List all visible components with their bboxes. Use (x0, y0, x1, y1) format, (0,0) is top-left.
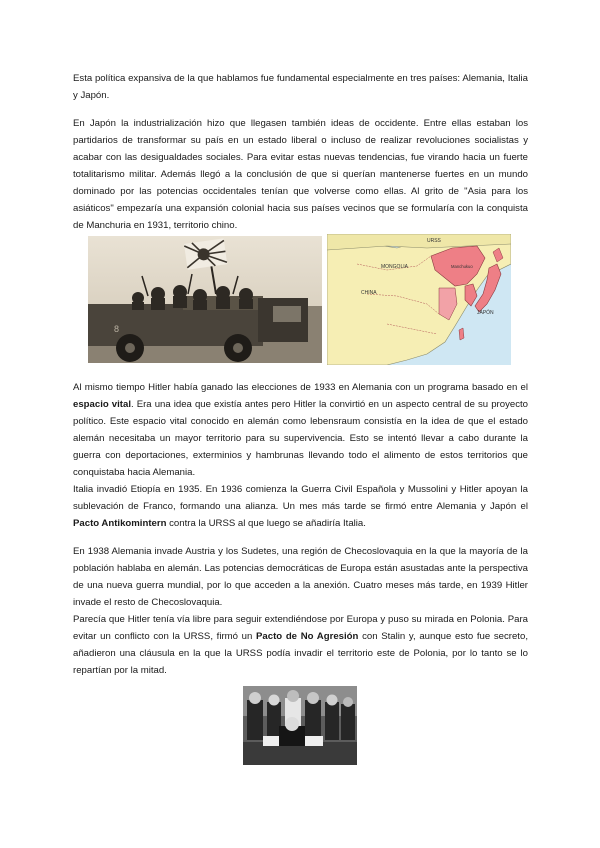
bold-term-pacto-antikomintern: Pacto Antikomintern (73, 518, 167, 529)
paragraph-1938: En 1938 Alemania invade Austria y los Sudetes, una región de Checoslovaquia en la que la mayoría de la población hablaba en alemán. Las potencias democráticas de Europa están asustadas ante la perspectiva de una nueva guerra mundial, por lo que acceden a la anexión. Cuatro meses más tarde, en 1939 Hitler invade el resto de Checoslovaquia. (73, 546, 528, 608)
paragraph-japan: En Japón la industrialización hizo que llegasen también ideas de occidente. Entre ellas estaban los partidarios de transformar su país en un estado liberal o incluso de realizar revoluciones socialistas y acabar con las desigualdades sociales. Para evitar estas nuevas tendencias, fue virando hacia un fuerte totalitarismo militar. Además llegó a la conclusión de que si querían mantenerse fuertes en un mundo dominado por las potencias occidentales tenían que volverse como ellas. Al grito de "Asia para los asiáticos" empezaría una expansión colonial hacia sus países vecinos que se formularía con la conquista de Manchuria en 1931, territorio chino. (73, 118, 528, 231)
map-label-manchukuo: Manchukuo (451, 264, 473, 269)
paragraph-italy (73, 481, 528, 532)
map-label-mongolia: MONGOLIA (381, 264, 408, 270)
text-segment: Parecía que Hitler tenía vía libre para seguir extendiéndose por Europa y puso su mirada en Polonia. Para evitar un conflicto con la URSS, firmó un (73, 614, 528, 642)
east-asia-map-icon (327, 234, 511, 365)
text-segment: Al mismo tiempo Hitler había ganado las elecciones de 1933 en Alemania con un programa basado en el (73, 382, 528, 393)
map-label-urss: URSS (427, 238, 441, 244)
map-label-china: CHINA (361, 290, 377, 296)
truck-soldiers-icon (88, 236, 322, 363)
pact-signing-photo (243, 686, 357, 765)
paragraph-intro: Esta política expansiva de la que hablamos fue fundamental especialmente en tres países: Alemania, Italia y Japón. (73, 73, 528, 101)
truck-soldiers-photo (88, 236, 322, 363)
bold-term-espacio-vital: espacio vital (73, 399, 131, 410)
paragraph-poland (73, 611, 528, 679)
svg-text:8: 8 (114, 324, 120, 334)
bold-term-pacto-no-agresion: Pacto de No Agresión (256, 631, 359, 642)
text-segment: contra la URSS al que luego se añadiría Italia. (166, 518, 366, 529)
text-segment: Italia invadió Etiopía en 1935. En 1936 comienza la Guerra Civil Española y Mussolini y Hitler apoyan la sublevación de Franco, formando una alianza. Un mes más tarde se firmó entre Alemania y Japón el (73, 484, 528, 512)
map-label-japon: JAPÓN (477, 310, 494, 316)
text-segment: . Era una idea que existía antes pero Hitler la convirtió en un aspecto central de su proyecto político. Este espacio vital conocido en alemán como lebensraum consistía en la idea de que el estado alemán necesitaba un mayor territorio para su supervivencia. Esto se intentó llevar a cabo durante la guerra con deportaciones, exterminios y hambrunas llevando todo el alimento de estos territorios que conquistaba hacia Alemania. (73, 399, 528, 478)
text-segment: con Stalin y, aunque esto fue secreto, añadieron una cláusula en la que la URSS podía invadir el territorio este de Polonia, por lo tanto se lo repartían por la mitad. (73, 631, 528, 676)
paragraph-hitler (73, 379, 528, 481)
east-asia-map (327, 234, 511, 365)
pact-signing-icon (243, 686, 357, 765)
